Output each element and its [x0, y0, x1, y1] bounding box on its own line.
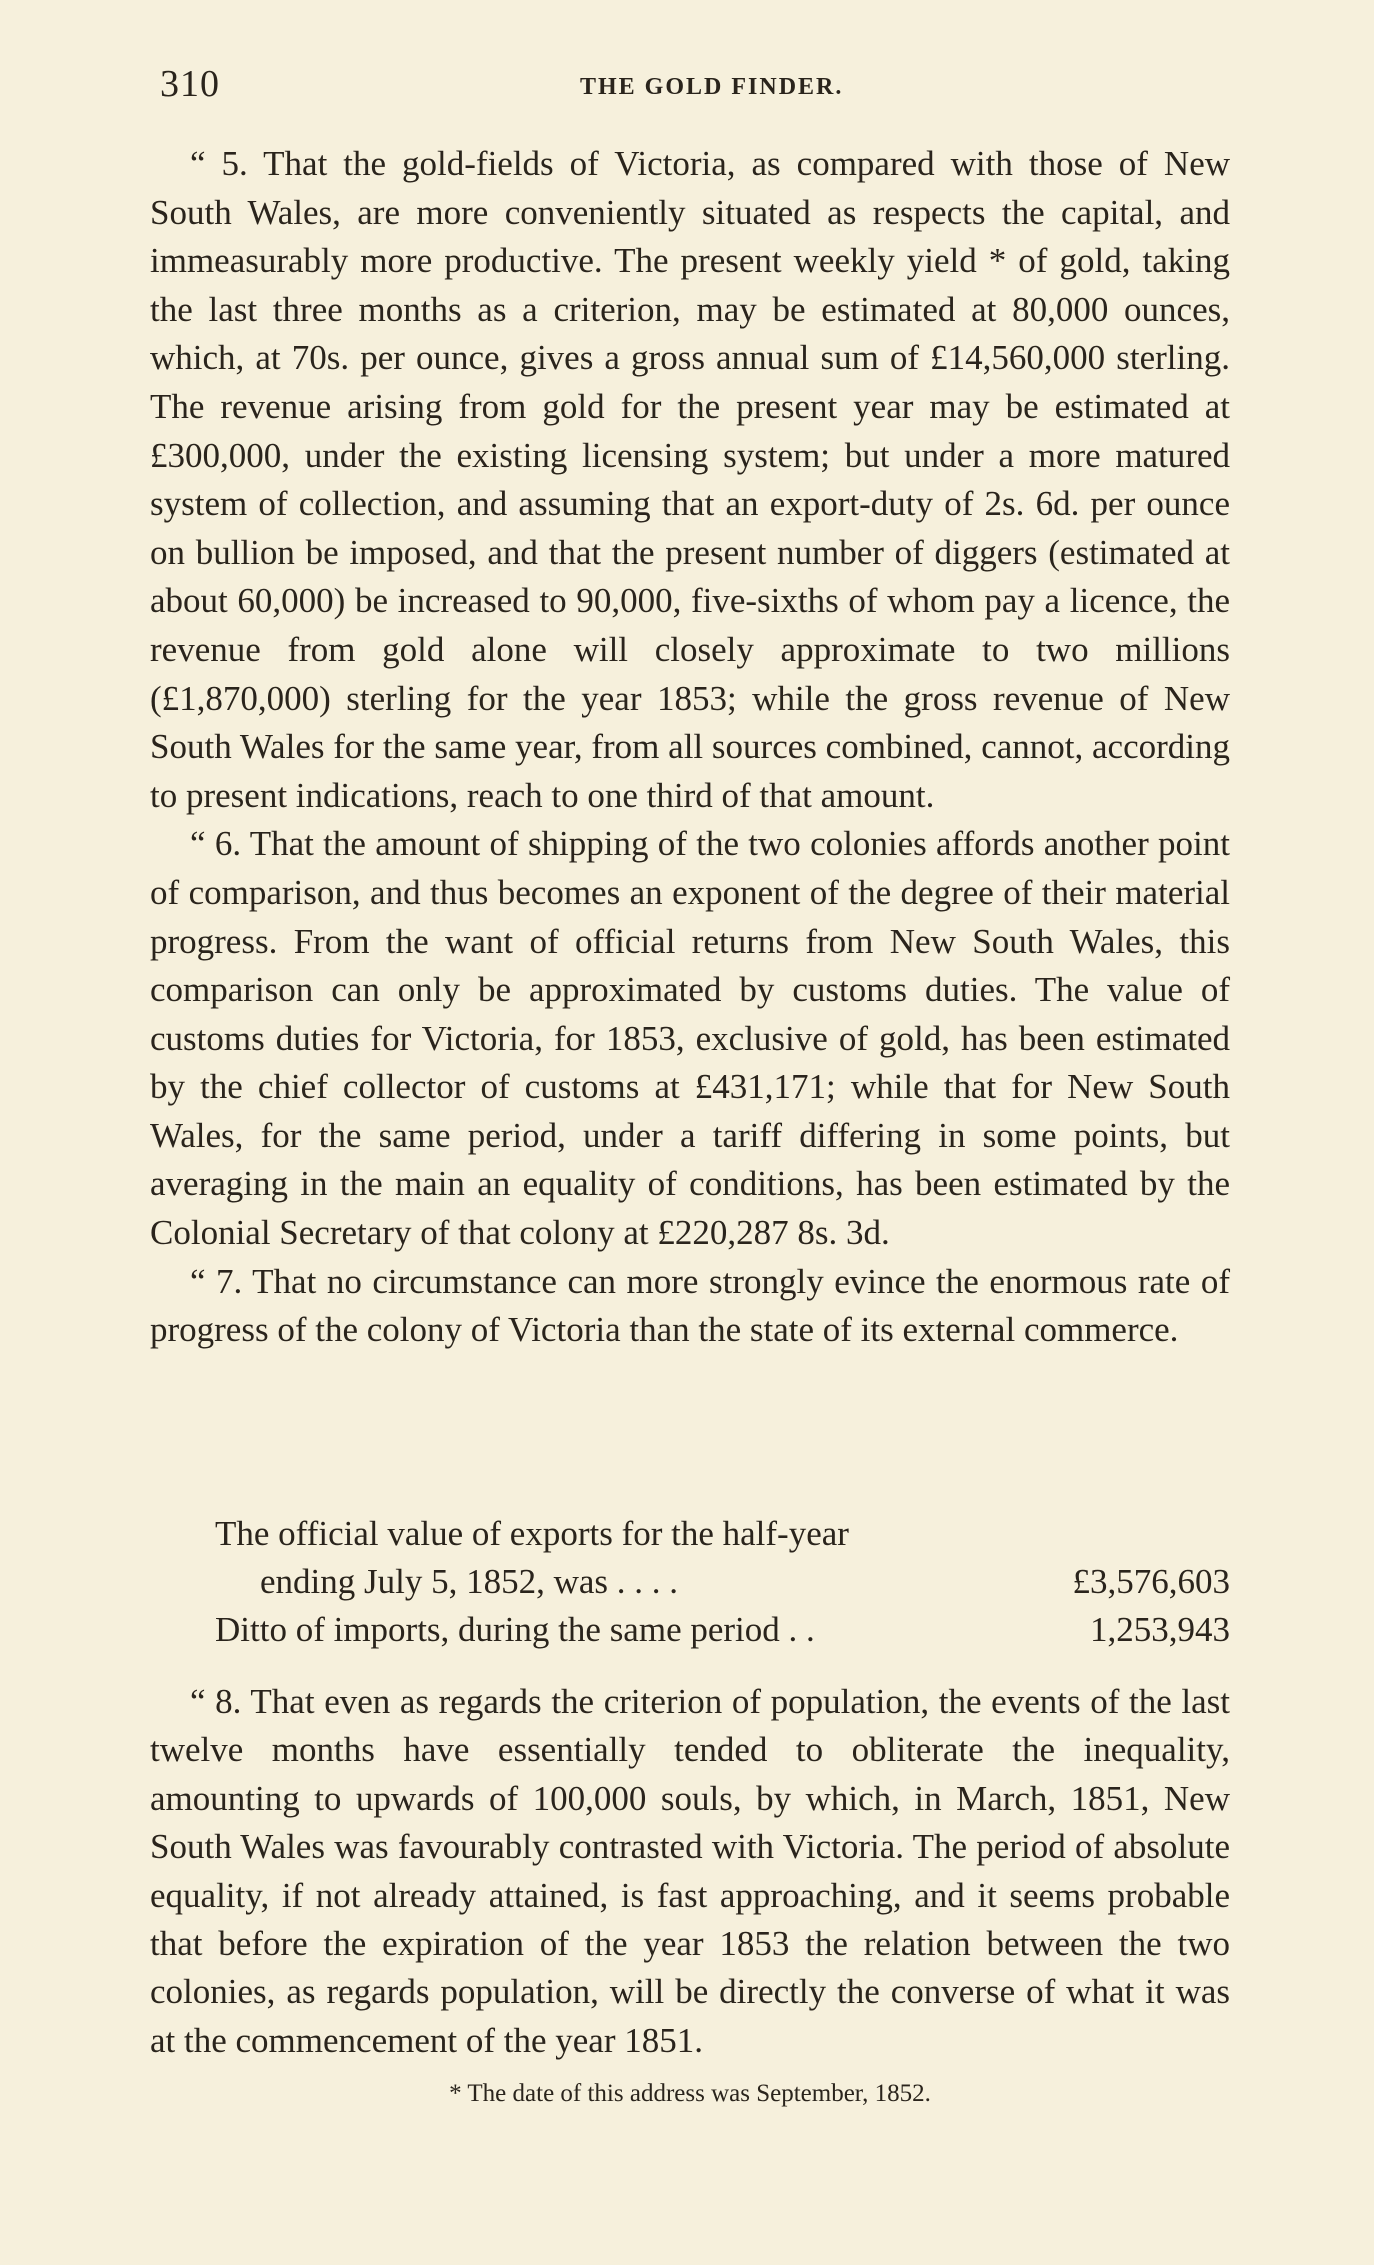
- page-header: [150, 62, 1230, 122]
- trade-table: [150, 1510, 1230, 1654]
- running-title: THE GOLD FINDER.: [580, 74, 844, 100]
- exports-label-line2: ending July 5, 1852, was . . . .: [260, 1562, 679, 1601]
- table-row: [150, 1606, 1230, 1654]
- main-text: [150, 140, 1230, 1355]
- page-number: 310: [160, 63, 220, 105]
- paragraph-7: “ 7. That no circumstance can more strongly evince the enormous rate of progress of the colony of Victoria than the state of its external commerce.: [150, 1261, 1230, 1350]
- paragraph-8: “ 8. That even as regards the criterion of population, the events of the last twelve months have essentially tended to obliterate the inequality, amounting to upwards of 100,000 souls, by which, in March, 1851, New South Wales was favourably contrasted with Victoria. The period of absolute equality, if not already attained, is fast approaching, and it seems probable that before the expiration of the year 1853 the relation between the two colonies, as regards population, will be directly the converse of what it was at the commencement of the year 1851.: [150, 1682, 1230, 2060]
- exports-value: £3,576,603: [1072, 1562, 1230, 1601]
- imports-label: Ditto of imports, during the same period . .: [215, 1610, 815, 1649]
- table-row: [150, 1558, 1230, 1606]
- table-row: [150, 1510, 1230, 1558]
- imports-value: 1,253,943: [1090, 1610, 1230, 1649]
- footnote: * The date of this address was September, 1852.: [449, 2080, 931, 2107]
- text-continued: [150, 1678, 1230, 2065]
- exports-label-line1: The official value of exports for the half-year: [215, 1514, 849, 1553]
- paragraph-6: “ 6. That the amount of shipping of the two colonies affords another point of comparison, and thus becomes an exponent of the degree of their material progress. From the want of official returns from New South Wales, this comparison can only be approximated by customs duties. The value of customs duties for Victoria, for 1853, exclusive of gold, has been estimated by the chief collector of customs at £431,171; while that for New South Wales, for the same period, under a tariff differing in some points, but averaging in the main an equality of conditions, has been estimated by the Colonial Secretary of that colony at £220,287 8s. 3d.: [150, 824, 1230, 1253]
- paragraph-5: “ 5. That the gold-fields of Victoria, as compared with those of New South Wales, are more conveniently situated as respects the capital, and immeasurably more productive. The present weekly yield * of gold, taking the last three months as a criterion, may be estimated at 80,000 ounces, which, at 70s. per ounce, gives a gross annual sum of £14,560,000 sterling. The revenue arising from gold for the present year may be estimated at £300,000, under the existing licensing system; but under a more matured system of collection, and assuming that an export-duty of 2s. 6d. per ounce on bullion be imposed, and that the present number of diggers (estimated at about 60,000) be increased to 90,000, five-sixths of whom pay a licence, the revenue from gold alone will closely approximate to two millions (£1,870,000) sterling for the year 1853; while the gross revenue of New South Wales for the same year, from all sources combined, cannot, according to present indications, reach to one third of that amount.: [150, 144, 1230, 815]
